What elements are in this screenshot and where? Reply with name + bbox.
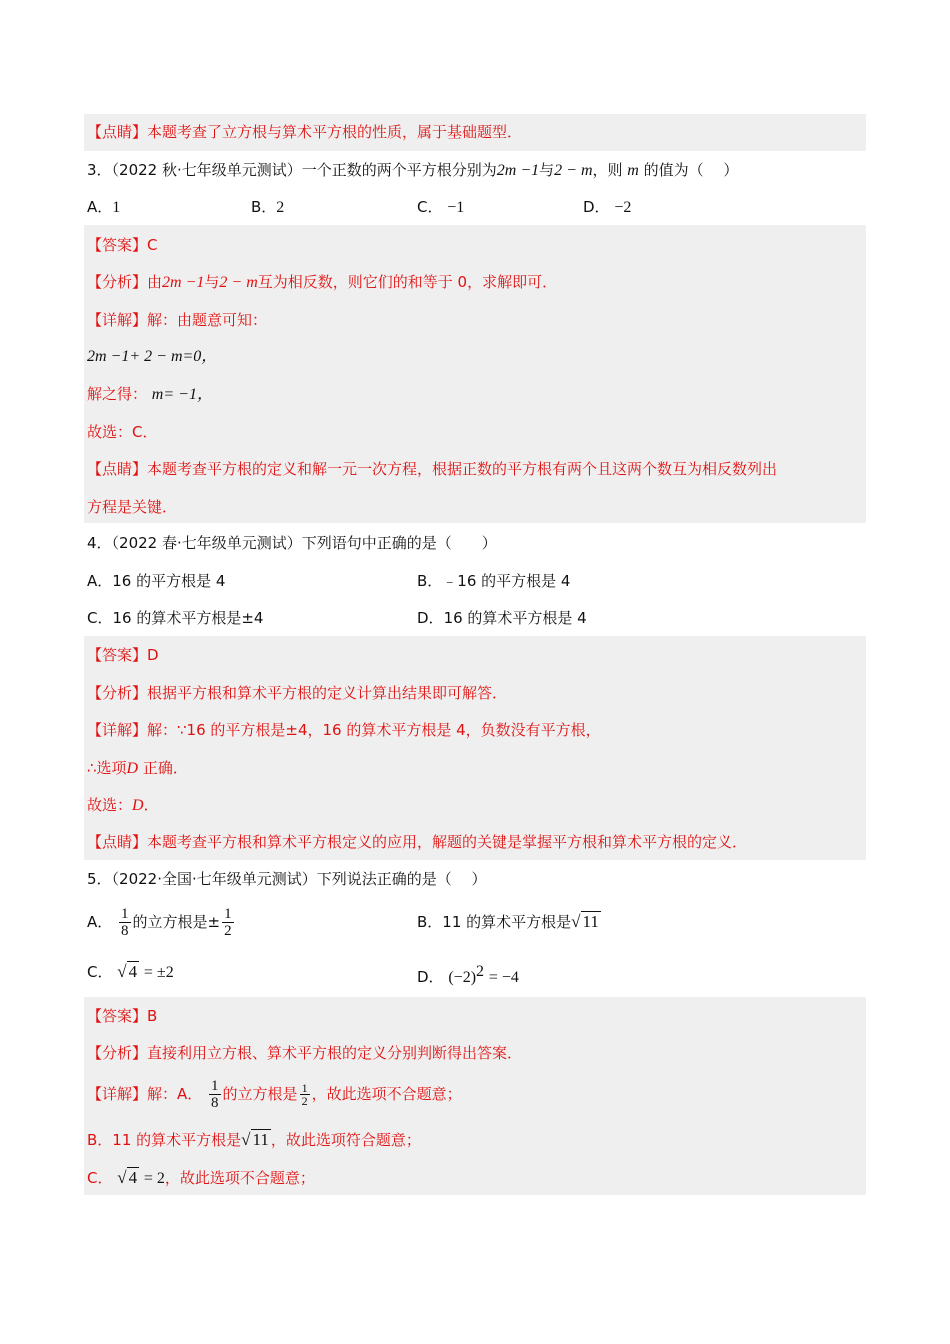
q4-option-b[interactable]: B．﹣16 的平方根是 4 [417,572,571,590]
q2-comment: 【点睛】本题考查了立方根与算术平方根的性质，属于基础题型． [87,123,523,141]
q4-analysis: 【分析】根据平方根和算术平方根的定义计算出结果即可解答． [87,684,508,702]
sqrt-symbol: √ 11 [571,912,599,931]
q5-line-b: B．11 的算术平方根是√ 11 ，故此选项符合题意； [87,1130,421,1149]
q5-option-b[interactable]: B．11 的算术平方根是√ 11 [417,912,599,931]
q3-comment-line1: 【点睛】本题考查平方根的定义和解一元一次方程，根据正数的平方根有两个且这两个数互为相反数列出 [87,460,778,478]
q4-therefore: ∴选项D 正确． [87,759,188,777]
q5-line-c: C． √ 4 = 2，故此选项不合题意； [87,1168,315,1187]
sqrt-symbol: √ 4 [117,962,138,981]
fraction: $\frac{1}{2}$ [301,1081,308,1108]
q3-analysis: 【分析】由2m −1与2 − m互为相反数，则它们的和等于 0，求解即可． [87,273,558,291]
q5-option-c[interactable]: C． √ 4 = ±2 [87,962,174,981]
fraction: $\frac{1}{8}$ [121,906,129,939]
q3-option-b[interactable]: B．2 [251,198,285,216]
q4-option-c[interactable]: C．16 的算术平方根是±4 [87,609,264,627]
sqrt-symbol: √ 4 [117,1168,138,1187]
q4-choose: 故选：D． [87,796,159,814]
q4-solution-box [84,636,866,860]
q3-stem: 3．（2022 秋·七年级单元测试）一个正数的两个平方根分别为2m −1与2 − m，则 m 的值为（ ） [87,161,739,179]
q3-solve: 解之得： m= −1， [87,385,213,403]
q4-detail: 【详解】解：∵16 的平方根是±4，16 的算术平方根是 4，负数没有平方根， [87,721,601,739]
fraction: $\frac{1}{2}$ [224,906,232,939]
q3-detail: 【详解】解：由题意可知： [87,311,268,329]
q3-answer: 【答案】C [87,236,158,254]
q5-answer: 【答案】B [87,1007,158,1025]
q5-analysis: 【分析】直接利用立方根、算术平方根的定义分别判断得出答案． [87,1044,523,1062]
fraction: $\frac{1}{8}$ [211,1078,219,1111]
q5-option-d[interactable]: D． $(-2)^2 = -4$ [417,963,519,986]
q3-choose: 故选：C． [87,423,158,441]
q3-comment-line2: 方程是关键． [87,498,178,516]
q4-comment: 【点睛】本题考查平方根和算术平方根定义的应用，解题的关键是掌握平方根和算术平方根的定义． [87,833,748,851]
q5-stem: 5．（2022·全国·七年级单元测试）下列说法正确的是（ ） [87,870,487,888]
q5-option-a[interactable]: A． $\frac{1}{8}$ 的立方根是± $\frac{1}{2}$ [87,906,232,939]
q5-detail: 【详解】解：A． $\frac{1}{8}$ 的立方根是 $\frac{1}{2}$ ，故此选项不合题意； [87,1078,462,1111]
q3-option-a[interactable]: A．1 [87,198,121,216]
q4-option-d[interactable]: D．16 的算术平方根是 4 [417,609,587,627]
q4-answer: 【答案】D [87,646,159,664]
q4-option-a[interactable]: A．16 的平方根是 4 [87,572,226,590]
q4-stem: 4．（2022 春·七年级单元测试）下列语句中正确的是（ ） [87,534,497,552]
q3-equation: 2m −1+ 2 − m=0， [87,348,218,365]
q3-option-d[interactable]: D． −2 [583,198,632,216]
sqrt-symbol: √ 11 [241,1130,269,1149]
q3-option-c[interactable]: C． −1 [417,198,465,216]
